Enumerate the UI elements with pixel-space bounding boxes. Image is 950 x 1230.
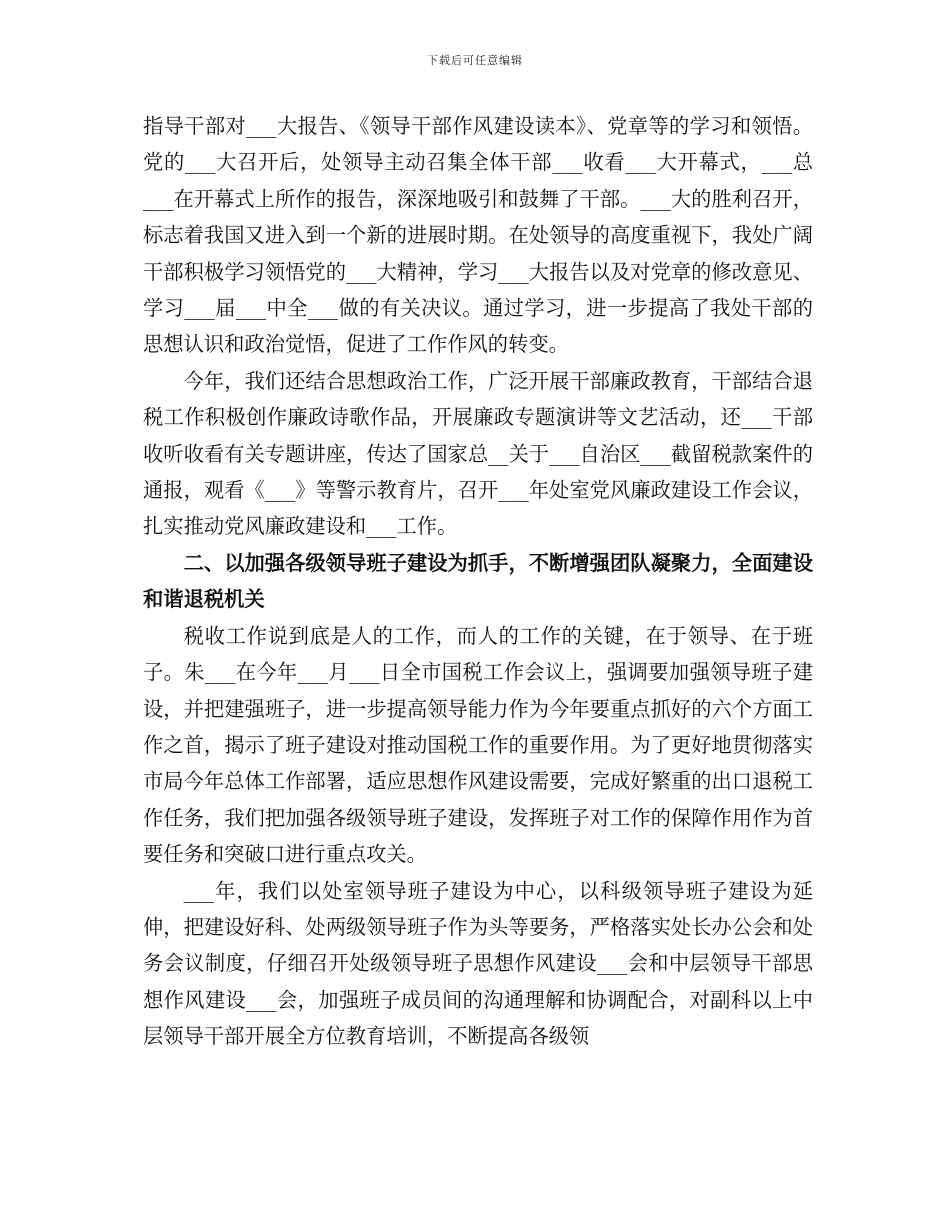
document-body [143,108,813,1055]
paragraph-year-work: ___年，我们以处室领导班子建设为中心，以科级领导班子建设为延伸，把建设好科、处两级领导班子作为头等要务，严格落实处长办公会和处务会议制度，仔细召开处级领导班子思想作风建设___会和中层领导干部思想作风建设___会，加强班子成员间的沟通理解和协调配合，对副科以上中层领导干部开展全方位教育培训，不断提高各级领 [143,878,813,1049]
paragraph-leadership-teams: 税收工作说到底是人的工作，而人的工作的关键，在于领导、在于班子。朱___在今年___月___日全市国税工作会议上，强调要加强领导班子建设，并把建强班子，进一步提高领导能力作为今年要重点抓好的六个方面工作之首，揭示了班子建设对推动国税工作的重要作用。为了更好地贯彻落实市局今年总体工作部署，适应思想作风建设需要，完成好繁重的出口退税工作任务，我们把加强各级领导班子建设，发挥班子对工作的保障作用作为首要任务和突破口进行重点攻关。 [143,623,813,867]
page-header: 下载后可任意编辑 [427,54,523,67]
paragraph-integrity-education: 今年，我们还结合思想政治工作，广泛开展干部廉政教育，干部结合退税工作积极创作廉政诗歌作品，开展廉政专题演讲等文艺活动，还___干部收听收看有关专题讲座，传达了国家总__关于___自治区___截留税款案件的通报，观看《___》等警示教育片，召开___年处室党风廉政建设工作会议，扎实推动党风廉政建设和___工作。 [143,368,813,539]
paragraph-continuation: 指导干部对___大报告、《领导干部作风建设读本》、党章等的学习和领悟。党的___大召开后，处领导主动召集全体干部___收看___大开幕式，___总___在开幕式上所作的报告，深深地吸引和鼓舞了干部。___大的胜利召开，标志着我国又进入到一个新的进展时期。在处领导的高度重视下，我处广阔干部积极学习领悟党的___大精神，学习___大报告以及对党章的修改意见、学习___届___中全___做的有关决议。通过学习，进一步提高了我处干部的思想认识和政治觉悟，促进了工作作风的转变。 [143,114,813,357]
section-heading: 二、以加强各级领导班子建设为抓手，不断增强团队凝聚力，全面建设和谐退税机关 [143,550,813,612]
